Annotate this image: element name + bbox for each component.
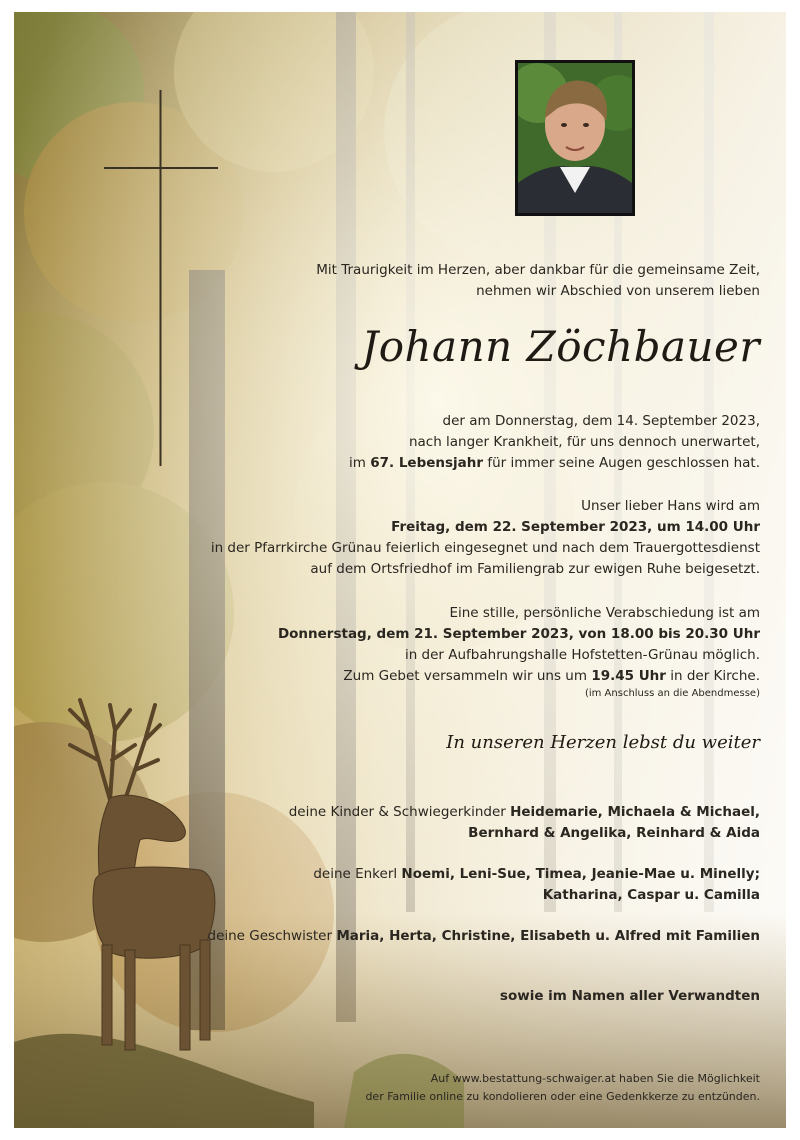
death-line-age [349,453,760,474]
farewell-date-bold: Donnerstag, dem 21. September 2023, von 18.00 bis 20.30 Uhr [277,626,760,642]
footer-line: der Familie online zu kondolieren oder eine Gedenkkerze zu entzünden. [365,1090,760,1103]
mourner-names: Heidemarie, Michaela & Michael, [510,804,760,820]
mourner-line [289,823,760,844]
siblings-mourners [208,926,761,947]
portrait-photo [515,60,635,216]
farewell-info [278,603,760,701]
age-bold: 67. Lebensjahr [370,455,484,471]
prayer-line [278,666,760,687]
grandchildren-mourners [313,864,760,906]
funeral-date-bold: Freitag, dem 22. September 2023, um 14.00 Uhr [391,519,760,535]
funeral-info [211,496,760,580]
intro-text [316,260,760,302]
death-info [349,411,760,474]
footer-line: Auf www.bestattung-schwaiger.at haben Sie die Möglichkeit [430,1072,760,1085]
mourner-names: Bernhard & Angelika, Reinhard & Aida [468,825,760,841]
text-span: im [349,455,371,471]
text-span: in der Kirche. [665,668,760,684]
death-line: der am Donnerstag, dem 14. September 2023, [442,413,760,429]
children-mourners [289,802,760,844]
mourner-names: Katharina, Caspar u. Camilla [542,887,760,903]
text-span: deine Kinder & Schwiegerkinder [288,804,511,820]
prayer-time-bold: 19.45 Uhr [591,668,666,684]
motto: In unseren Herzen lebst du weiter [446,732,760,753]
funeral-date [211,517,760,538]
footer-text [365,1070,760,1106]
farewell-line: Eine stille, persönliche Verabschiedung ist am [449,605,760,621]
intro-line: Mit Traurigkeit im Herzen, aber dankbar für die gemeinsame Zeit, [316,262,760,278]
mourner-names: Maria, Herta, Christine, Elisabeth u. Alfred mit Familien [336,928,760,944]
mourner-names: Noemi, Leni-Sue, Timea, Jeanie-Mae u. Minelly; [401,866,760,882]
intro-line: nehmen wir Abschied von unserem lieben [476,283,760,299]
mourner-line [208,926,761,947]
text-span: für immer seine Augen geschlossen hat. [483,455,760,471]
deceased-name: Johann Zöchbauer [361,322,760,371]
deer-illustration [40,690,230,1070]
text-span: deine Enkerl [313,866,402,882]
funeral-line: auf dem Ortsfriedhof im Familiengrab zur ewigen Ruhe beigesetzt. [310,561,760,577]
text-span: Zum Gebet versammeln wir uns um [343,668,592,684]
death-line: nach langer Krankheit, für uns dennoch unerwartet, [408,434,760,450]
funeral-line: Unser lieber Hans wird am [581,498,760,514]
farewell-line: in der Aufbahrungshalle Hofstetten-Grünau möglich. [404,647,760,663]
mourner-line [289,802,760,823]
farewell-date [278,624,760,645]
relatives-line: sowie im Namen aller Verwandten [499,988,760,1004]
mourner-line [313,864,760,885]
farewell-note: (im Anschluss an die Abendmesse) [584,688,760,699]
cross-icon [104,90,218,466]
funeral-line: in der Pfarrkirche Grünau feierlich eingesegnet und nach dem Trauergottesdienst [210,540,760,556]
mourner-line [313,885,760,906]
text-span: deine Geschwister [207,928,337,944]
